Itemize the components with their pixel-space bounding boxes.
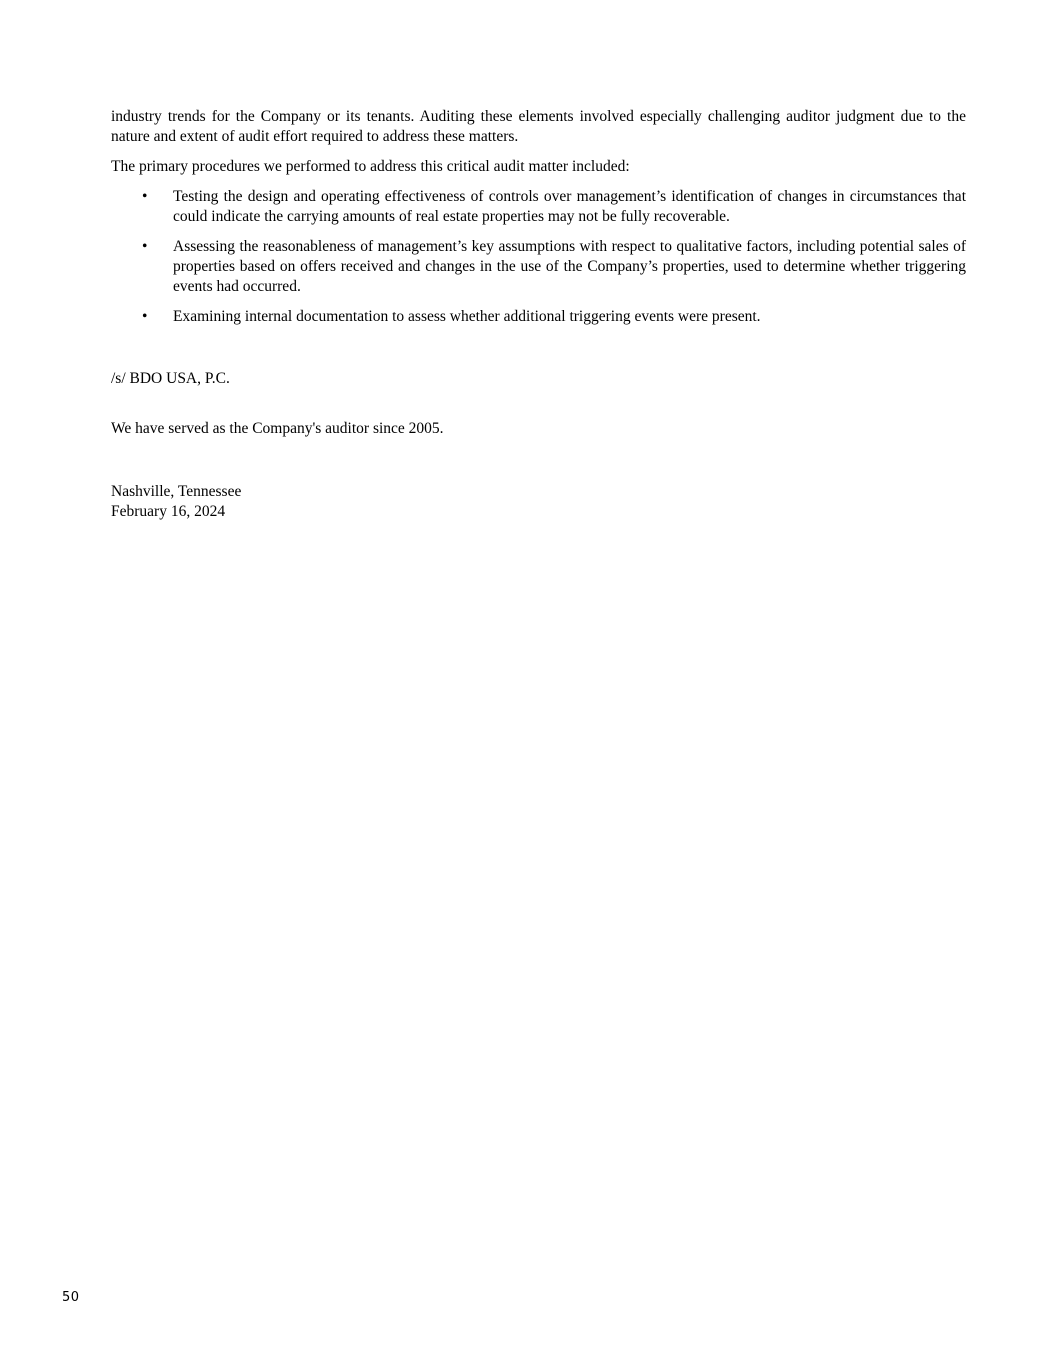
list-item bbox=[111, 237, 966, 297]
procedures-intro: The primary procedures we performed to address this critical audit matter included: bbox=[111, 158, 630, 175]
procedure-text: Examining internal documentation to assess whether additional triggering events were present. bbox=[173, 308, 761, 325]
page-number: 50 bbox=[62, 1290, 80, 1305]
list-item bbox=[111, 187, 966, 227]
bullet-icon: • bbox=[142, 238, 148, 255]
procedure-text: Testing the design and operating effectiveness of controls over management’s identification of changes in circumstances that could indicate the carrying amounts of real estate properties may not be fully recoverable. bbox=[173, 188, 966, 225]
location: Nashville, Tennessee bbox=[111, 483, 242, 500]
report-body bbox=[111, 107, 966, 337]
auditor-tenure-statement: We have served as the Company's auditor since 2005. bbox=[111, 420, 444, 437]
procedure-text: Assessing the reasonableness of management’s key assumptions with respect to qualitative factors, including potential sales of properties based on offers received and changes in the use of the Company’s properties, used to determine whether triggering events had occurred. bbox=[173, 238, 966, 295]
procedures-list bbox=[111, 187, 966, 327]
bullet-icon: • bbox=[142, 188, 148, 205]
location-date-block bbox=[111, 482, 241, 522]
list-item bbox=[111, 307, 966, 327]
paragraph-continuation: industry trends for the Company or its tenants. Auditing these elements involved especially challenging auditor judgment due to the nature and extent of audit effort required to address these matters. bbox=[111, 108, 966, 145]
report-date: February 16, 2024 bbox=[111, 503, 226, 520]
auditor-signature: /s/ BDO USA, P.C. bbox=[111, 370, 230, 387]
bullet-icon: • bbox=[142, 308, 148, 325]
